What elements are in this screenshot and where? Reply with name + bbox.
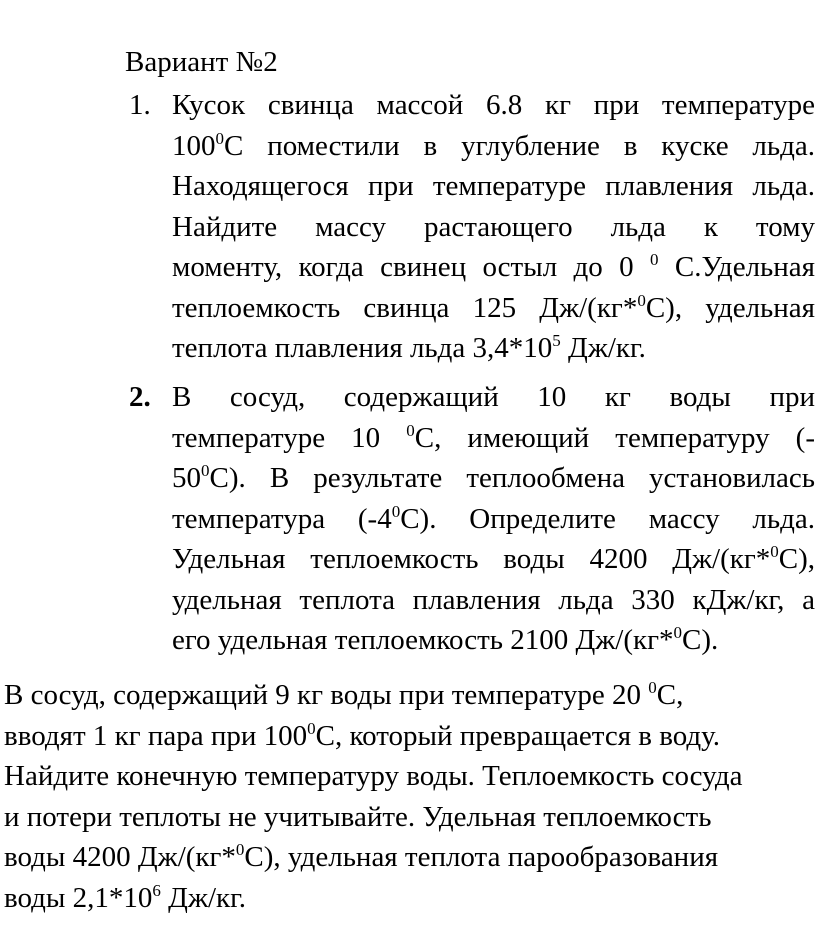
text-fragment: С). (682, 624, 719, 656)
text-fragment: моменту, когда свинец остыл до 0 (172, 251, 634, 283)
problem-1-line-3: Находящегося при температуре плавления льда. (172, 170, 815, 202)
text-fragment: теплота плавления льда 3,4*10 (172, 332, 553, 364)
superscript: 0 (391, 501, 401, 521)
problem-2-line-2 (172, 418, 815, 459)
problem-1-line-1: Кусок свинца массой 6.8 кг при температуре (172, 89, 815, 121)
problem-1-number: 1. (129, 89, 151, 121)
problem-1 (129, 85, 816, 369)
text-fragment: С, имеющий температуру (- (414, 421, 815, 454)
problem-1-line-7 (172, 328, 815, 369)
problem-3-line-2 (4, 716, 804, 757)
problem-3-line-4: и потери теплоты не учитывайте. Удельная теплоемкость (4, 800, 712, 833)
text-fragment: температуре 10 (172, 421, 381, 454)
superscript: 0 (648, 678, 657, 697)
text-fragment: теплоемкость свинца 125 Дж/(кг* (172, 291, 638, 324)
text-fragment: воды 4200 Дж/(кг* (4, 841, 236, 873)
text-fragment: С), (778, 543, 815, 575)
text-fragment: Удельная теплоемкость воды 4200 Дж/(кг* (172, 543, 771, 575)
problem-2-line-5 (172, 539, 815, 580)
text-fragment: воды 2,1*10 (4, 881, 153, 914)
superscript: 0 (637, 290, 646, 310)
text-fragment: температура (-4 (172, 502, 392, 535)
superscript: 0 (215, 128, 224, 148)
problem-1-line-4: Найдите массу растающего льда к тому (172, 210, 815, 243)
text-fragment: Дж/кг. (160, 881, 246, 914)
problem-1-line-6 (172, 288, 815, 329)
text-fragment: Дж/кг. (560, 332, 646, 364)
superscript: 0 (201, 461, 210, 480)
problem-3-line-6 (4, 878, 804, 919)
superscript: 5 (552, 331, 561, 350)
text-fragment: С), удельная теплота парообразования (244, 841, 719, 873)
text-fragment: его удельная теплоемкость 2100 Дж/(кг* (172, 624, 674, 656)
superscript: 6 (152, 880, 161, 900)
text-fragment: С, который превращается в воду. (315, 719, 720, 752)
problem-2 (129, 377, 816, 661)
superscript: 0 (770, 542, 779, 561)
text-fragment: С), удельная (645, 291, 816, 324)
problem-2-line-3 (172, 458, 815, 499)
text-fragment: С). В результате теплообмена установилась (209, 462, 815, 494)
text-fragment: вводят 1 кг пара при 100 (4, 719, 308, 752)
superscript: 0 (307, 718, 316, 738)
problem-1-line-2 (172, 126, 815, 167)
superscript: 0 (650, 250, 659, 269)
problem-2-line-6: удельная теплота плавления льда 330 кДж/кг, а (172, 583, 815, 616)
problem-2-line-7 (172, 620, 815, 661)
superscript: 0 (673, 623, 683, 642)
text-fragment: 50 (172, 462, 201, 494)
text-fragment: С, (656, 679, 684, 711)
problem-3 (4, 675, 804, 918)
text-fragment: 100 (172, 129, 216, 162)
problem-2-line-1: В сосуд, содержащий 10 кг воды при (172, 381, 815, 413)
text-fragment: С). Определите массу льда. (400, 502, 816, 535)
text-fragment: С поместили в углубление в куске льда. (224, 129, 815, 162)
superscript: 0 (235, 840, 245, 859)
text-fragment: С.Удельная (674, 251, 815, 283)
problem-3-line-5 (4, 837, 804, 878)
problem-3-line-3: Найдите конечную температуру воды. Теплоемкость сосуда (4, 760, 743, 792)
problem-1-line-5 (172, 247, 815, 288)
problem-2-number: 2. (129, 381, 151, 413)
problem-3-line-1 (4, 675, 804, 716)
variant-title: Вариант №2 (125, 46, 278, 78)
text-fragment: В сосуд, содержащий 9 кг воды при температуре 20 (4, 679, 642, 711)
superscript: 0 (406, 420, 415, 440)
problem-2-line-4 (172, 499, 815, 540)
